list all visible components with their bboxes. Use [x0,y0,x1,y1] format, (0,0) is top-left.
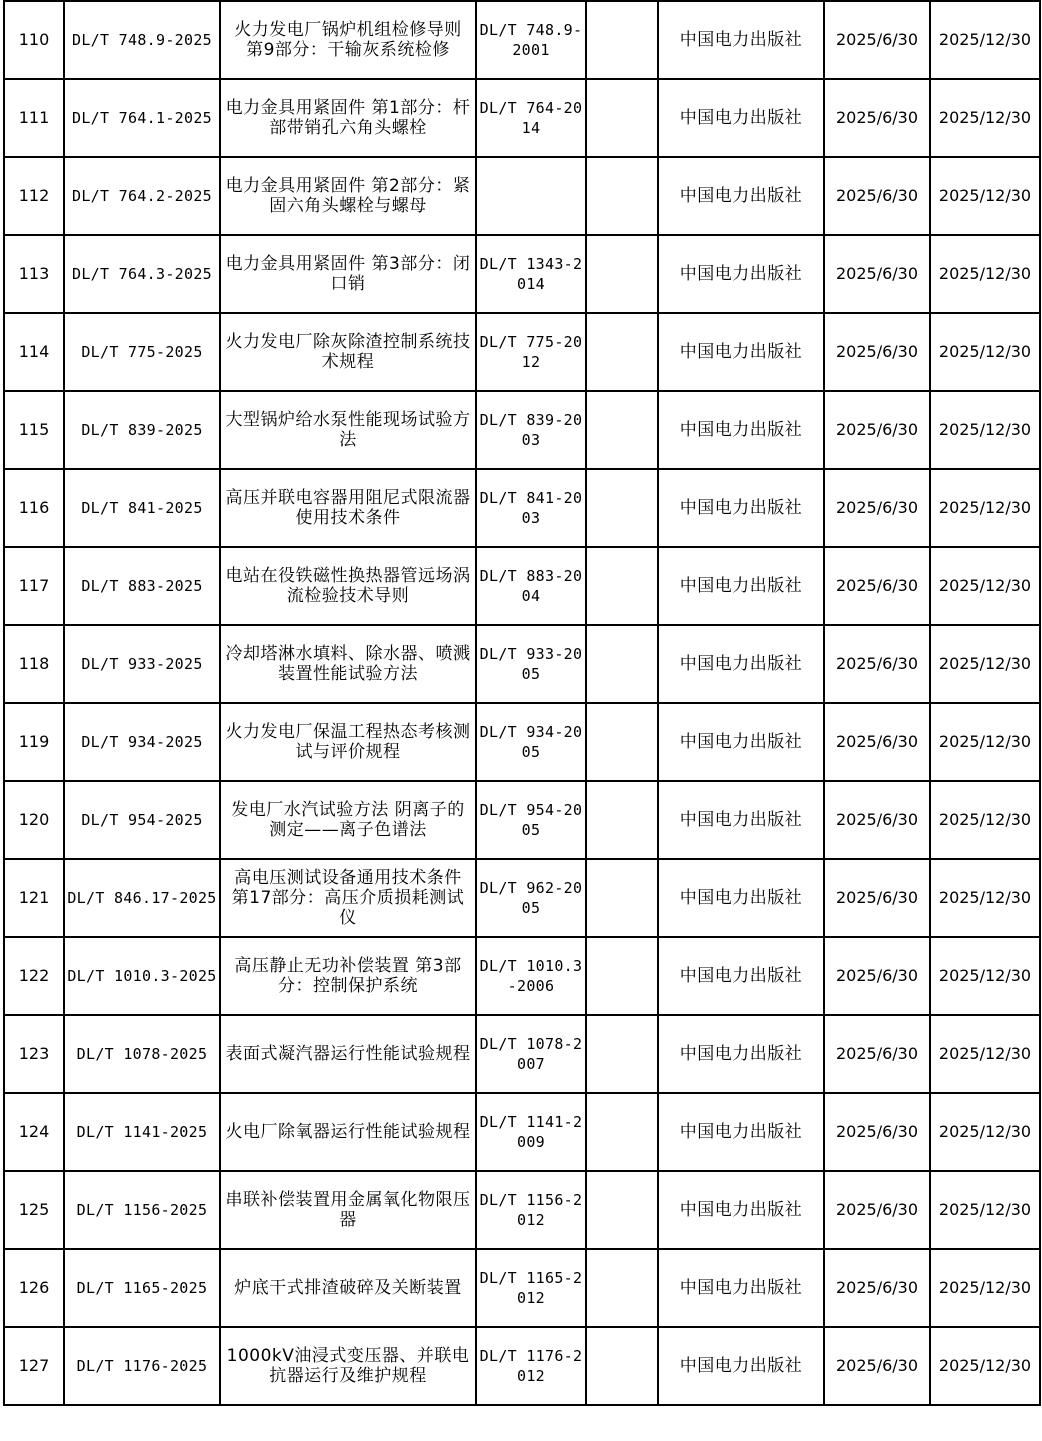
standard-name: 冷却塔淋水填料、除水器、喷溅装置性能试验方法 [220,625,476,703]
table-row [4,1249,1040,1327]
implementation-date: 2025/12/30 [930,781,1040,859]
implementation-date: 2025/12/30 [930,157,1040,235]
adopted-standard [586,781,658,859]
release-date: 2025/6/30 [824,859,930,937]
release-date: 2025/6/30 [824,1171,930,1249]
standard-code: DL/T 839-2025 [64,391,220,469]
row-number: 111 [4,79,64,157]
release-date: 2025/6/30 [824,547,930,625]
table-row [4,1,1040,79]
release-date: 2025/6/30 [824,937,930,1015]
publisher: 中国电力出版社 [658,157,824,235]
standard-name: 电站在役铁磁性换热器管远场涡流检验技术导则 [220,547,476,625]
table-row [4,703,1040,781]
release-date: 2025/6/30 [824,625,930,703]
release-date: 2025/6/30 [824,391,930,469]
standard-name: 火力发电厂锅炉机组检修导则 第9部分：干输灰系统检修 [220,1,476,79]
replaced-standard: DL/T 954-2005 [476,781,586,859]
release-date: 2025/6/30 [824,1327,930,1405]
implementation-date: 2025/12/30 [930,1327,1040,1405]
publisher: 中国电力出版社 [658,469,824,547]
table-row [4,937,1040,1015]
release-date: 2025/6/30 [824,1015,930,1093]
row-number: 121 [4,859,64,937]
publisher: 中国电力出版社 [658,547,824,625]
adopted-standard [586,1093,658,1171]
standard-code: DL/T 748.9-2025 [64,1,220,79]
implementation-date: 2025/12/30 [930,625,1040,703]
standard-name: 串联补偿装置用金属氧化物限压器 [220,1171,476,1249]
standard-code: DL/T 954-2025 [64,781,220,859]
replaced-standard: DL/T 775-2012 [476,313,586,391]
release-date: 2025/6/30 [824,313,930,391]
standard-code: DL/T 1156-2025 [64,1171,220,1249]
standard-name: 火力发电厂保温工程热态考核测试与评价规程 [220,703,476,781]
standards-table [3,0,1041,1406]
release-date: 2025/6/30 [824,1249,930,1327]
replaced-standard: DL/T 1165-2012 [476,1249,586,1327]
replaced-standard: DL/T 841-2003 [476,469,586,547]
implementation-date: 2025/12/30 [930,703,1040,781]
standard-code: DL/T 883-2025 [64,547,220,625]
implementation-date: 2025/12/30 [930,547,1040,625]
table-row [4,781,1040,859]
table-row [4,79,1040,157]
release-date: 2025/6/30 [824,79,930,157]
table-row [4,625,1040,703]
replaced-standard: DL/T 764-2014 [476,79,586,157]
implementation-date: 2025/12/30 [930,859,1040,937]
table-body [4,1,1040,1405]
implementation-date: 2025/12/30 [930,313,1040,391]
standard-name: 表面式凝汽器运行性能试验规程 [220,1015,476,1093]
standard-name: 高电压测试设备通用技术条件 第17部分：高压介质损耗测试仪 [220,859,476,937]
implementation-date: 2025/12/30 [930,79,1040,157]
release-date: 2025/6/30 [824,469,930,547]
replaced-standard: DL/T 933-2005 [476,625,586,703]
row-number: 115 [4,391,64,469]
publisher: 中国电力出版社 [658,1015,824,1093]
adopted-standard [586,1327,658,1405]
row-number: 119 [4,703,64,781]
table-row [4,157,1040,235]
adopted-standard [586,547,658,625]
table-row [4,1015,1040,1093]
row-number: 117 [4,547,64,625]
publisher: 中国电力出版社 [658,235,824,313]
publisher: 中国电力出版社 [658,391,824,469]
row-number: 113 [4,235,64,313]
implementation-date: 2025/12/30 [930,1249,1040,1327]
release-date: 2025/6/30 [824,235,930,313]
replaced-standard: DL/T 1078-2007 [476,1015,586,1093]
standard-name: 高压静止无功补偿装置 第3部分：控制保护系统 [220,937,476,1015]
adopted-standard [586,1015,658,1093]
standard-code: DL/T 846.17-2025 [64,859,220,937]
table-row [4,1171,1040,1249]
standard-code: DL/T 1010.3-2025 [64,937,220,1015]
adopted-standard [586,469,658,547]
row-number: 126 [4,1249,64,1327]
table-row [4,235,1040,313]
release-date: 2025/6/30 [824,703,930,781]
table-row [4,1093,1040,1171]
table-row [4,859,1040,937]
publisher: 中国电力出版社 [658,1327,824,1405]
implementation-date: 2025/12/30 [930,937,1040,1015]
standard-code: DL/T 1176-2025 [64,1327,220,1405]
adopted-standard [586,1171,658,1249]
adopted-standard [586,937,658,1015]
replaced-standard: DL/T 1156-2012 [476,1171,586,1249]
replaced-standard: DL/T 748.9-2001 [476,1,586,79]
publisher: 中国电力出版社 [658,937,824,1015]
implementation-date: 2025/12/30 [930,1093,1040,1171]
standard-code: DL/T 775-2025 [64,313,220,391]
publisher: 中国电力出版社 [658,625,824,703]
adopted-standard [586,391,658,469]
standard-code: DL/T 1165-2025 [64,1249,220,1327]
adopted-standard [586,313,658,391]
standard-name: 电力金具用紧固件 第3部分：闭口销 [220,235,476,313]
publisher: 中国电力出版社 [658,1,824,79]
row-number: 118 [4,625,64,703]
release-date: 2025/6/30 [824,781,930,859]
row-number: 112 [4,157,64,235]
standard-code: DL/T 934-2025 [64,703,220,781]
standard-code: DL/T 764.3-2025 [64,235,220,313]
standard-name: 大型锅炉给水泵性能现场试验方法 [220,391,476,469]
replaced-standard: DL/T 1141-2009 [476,1093,586,1171]
table-row [4,313,1040,391]
replaced-standard: DL/T 883-2004 [476,547,586,625]
implementation-date: 2025/12/30 [930,1171,1040,1249]
standard-code: DL/T 933-2025 [64,625,220,703]
standard-name: 炉底干式排渣破碎及关断装置 [220,1249,476,1327]
standard-code: DL/T 1141-2025 [64,1093,220,1171]
table-row [4,1327,1040,1405]
row-number: 125 [4,1171,64,1249]
adopted-standard [586,235,658,313]
publisher: 中国电力出版社 [658,79,824,157]
table-row [4,469,1040,547]
publisher: 中国电力出版社 [658,1249,824,1327]
release-date: 2025/6/30 [824,157,930,235]
replaced-standard [476,157,586,235]
table-row [4,547,1040,625]
publisher: 中国电力出版社 [658,703,824,781]
publisher: 中国电力出版社 [658,1171,824,1249]
standard-code: DL/T 1078-2025 [64,1015,220,1093]
implementation-date: 2025/12/30 [930,469,1040,547]
replaced-standard: DL/T 962-2005 [476,859,586,937]
standard-name: 电力金具用紧固件 第2部分：紧固六角头螺栓与螺母 [220,157,476,235]
adopted-standard [586,625,658,703]
publisher: 中国电力出版社 [658,859,824,937]
row-number: 110 [4,1,64,79]
adopted-standard [586,79,658,157]
adopted-standard [586,1,658,79]
implementation-date: 2025/12/30 [930,235,1040,313]
publisher: 中国电力出版社 [658,781,824,859]
adopted-standard [586,1249,658,1327]
replaced-standard: DL/T 1010.3-2006 [476,937,586,1015]
row-number: 116 [4,469,64,547]
publisher: 中国电力出版社 [658,313,824,391]
implementation-date: 2025/12/30 [930,1015,1040,1093]
release-date: 2025/6/30 [824,1,930,79]
standard-name: 发电厂水汽试验方法 阴离子的测定——离子色谱法 [220,781,476,859]
standard-code: DL/T 764.2-2025 [64,157,220,235]
implementation-date: 2025/12/30 [930,391,1040,469]
table-row [4,391,1040,469]
standard-code: DL/T 764.1-2025 [64,79,220,157]
adopted-standard [586,703,658,781]
replaced-standard: DL/T 839-2003 [476,391,586,469]
publisher: 中国电力出版社 [658,1093,824,1171]
row-number: 124 [4,1093,64,1171]
replaced-standard: DL/T 934-2005 [476,703,586,781]
adopted-standard [586,859,658,937]
row-number: 114 [4,313,64,391]
implementation-date: 2025/12/30 [930,1,1040,79]
standard-name: 高压并联电容器用阻尼式限流器使用技术条件 [220,469,476,547]
row-number: 122 [4,937,64,1015]
standard-name: 火电厂除氧器运行性能试验规程 [220,1093,476,1171]
standard-code: DL/T 841-2025 [64,469,220,547]
replaced-standard: DL/T 1343-2014 [476,235,586,313]
standard-name: 电力金具用紧固件 第1部分：杆部带销孔六角头螺栓 [220,79,476,157]
standard-name: 1000kV油浸式变压器、并联电抗器运行及维护规程 [220,1327,476,1405]
adopted-standard [586,157,658,235]
row-number: 127 [4,1327,64,1405]
replaced-standard: DL/T 1176-2012 [476,1327,586,1405]
row-number: 123 [4,1015,64,1093]
row-number: 120 [4,781,64,859]
standard-name: 火力发电厂除灰除渣控制系统技术规程 [220,313,476,391]
release-date: 2025/6/30 [824,1093,930,1171]
